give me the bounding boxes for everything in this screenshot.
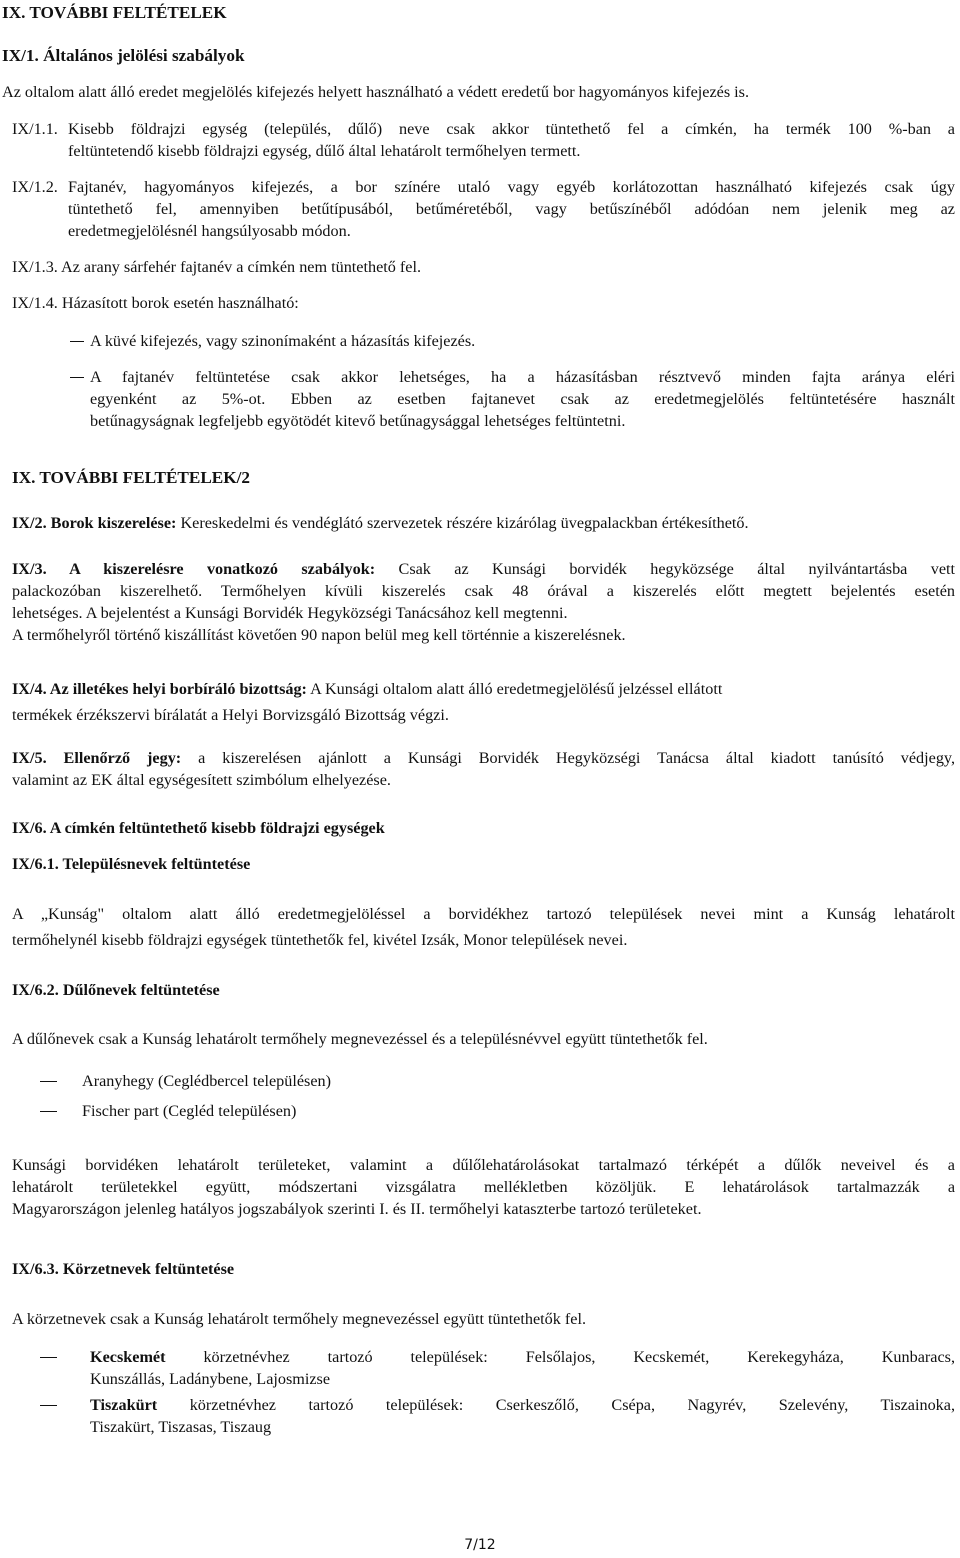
dash-bullet: [40, 1405, 57, 1406]
ix6-1-line2: termőhelynél kisebb földrajzi egységek tüntethetők fel, kivétel Izsák, Monor települések nevei.: [12, 931, 628, 949]
kecskemet-line2: Kunszállás, Ladánybene, Lajosmizse: [90, 1370, 331, 1388]
ix2-label: IX/2. Borok kiszerelése:: [12, 514, 177, 532]
dash-bullet: [40, 1111, 57, 1112]
tiszakurt-line1: [90, 1394, 955, 1416]
ix4-line2: termékek érzékszervi bírálatát a Helyi Borvizsgáló Bizottság végzi.: [12, 706, 449, 724]
kecskemet-name: Kecskemét: [90, 1348, 166, 1366]
section-title-ix-2: IX. TOVÁBBI FELTÉTELEK/2: [12, 468, 251, 487]
section-title-ix: IX. TOVÁBBI FELTÉTELEK: [2, 3, 227, 22]
dash-bullet: [70, 341, 84, 342]
ix6-2-item1: Aranyhegy (Ceglédbercel településen): [82, 1072, 331, 1090]
ix1-4-bullet2-line2: egyenként az 5%-ot. Ebben az esetben fajtanevet csak az eredetmegjelölés feltüntetésére használt: [90, 390, 955, 408]
ix6-2-para-line1: Kunsági borvidéken lehatárolt területeket, valamint a dűlőlehatárolásokat tartalmazó térképét a dűlők neveivel és a: [12, 1156, 955, 1174]
ix6-3-text: A körzetnevek csak a Kunság lehatárolt termőhely megnevezéssel együtt tüntethetők fel.: [12, 1310, 586, 1328]
ix1-1-number: IX/1.1.: [12, 120, 58, 138]
ix3-label: IX/3. A kiszerelésre vonatkozó szabályok:: [12, 560, 376, 578]
ix2-text: Kereskedelmi és vendéglátó szervezetek részére kizárólag üvegpalackban értékesíthető.: [180, 514, 749, 532]
dash-bullet: [40, 1357, 57, 1358]
ix6-1-line1: A „Kunság" oltalom alatt álló eredetmegjelöléssel a borvidékhez tartozó települések nevei mint a Kunság lehatárolt: [12, 905, 955, 923]
tiszakurt-line2: Tiszakürt, Tiszasas, Tiszaug: [90, 1418, 272, 1436]
ix6-2-para-line2: lehatárolt területekkel együtt, módszertani vizsgálatra mellékletben közöljük. E lehatárolások tartalmazzák a: [12, 1178, 955, 1196]
ix3-line4: A termőhelyről történő kiszállítást követően 90 napon belül meg kell történnie a kiszerelésnek.: [12, 626, 626, 644]
kecskemet-line1: [90, 1346, 955, 1368]
ix5-label: IX/5. Ellenőrző jegy:: [12, 749, 182, 767]
ix3-line1-text: Csak az Kunsági borvidék hegyközsége által nyilvántartásba vett: [398, 560, 955, 578]
ix5-line2: valamint az EK által egységesített szimbólum elhelyezése.: [12, 771, 391, 789]
dash-bullet: [70, 377, 84, 378]
ix1-2-line2: tüntethető fel, amennyiben betűtípusából, betűméretéből, vagy betűszínéből adódóan nem jelenik meg az: [68, 200, 955, 218]
tiszakurt-name: Tiszakürt: [90, 1396, 158, 1414]
section-title-ix1: IX/1. Általános jelölési szabályok: [2, 46, 245, 65]
tiszakurt-line1-text: körzetnévhez tartozó települések: Cserkeszőlő, Csépa, Nagyrév, Szelevény, Tiszainoka,: [189, 1396, 956, 1414]
ix6-2-title: IX/6.2. Dűlőnevek feltüntetése: [12, 981, 220, 999]
ix4-line1-text: A Kunsági oltalom alatt álló eredetmegjelölésű jelzéssel ellátott: [310, 680, 723, 698]
ix3-line1: [12, 558, 955, 580]
ix6-1-title: IX/6.1. Településnevek feltüntetése: [12, 855, 251, 873]
ix3-line3: lehetséges. A bejelentést a Kunsági Borvidék Hegyközségi Tanácsához kell megtenni.: [12, 604, 568, 622]
ix6-2-text: A dűlőnevek csak a Kunság lehatárolt termőhely megnevezéssel és a településnévvel együtt tüntethetők fel.: [12, 1030, 708, 1048]
ix2-paragraph: [12, 512, 749, 534]
ix6-2-item2: Fischer part (Cegléd településen): [82, 1102, 297, 1120]
ix6-2-para-line3: Magyarországon jelenleg hatályos jogszabályok szerinti I. és II. termőhelyi kataszterbe tartozó területeket.: [12, 1200, 702, 1218]
ix1-intro: Az oltalom alatt álló eredet megjelölés kifejezés helyett használható a védett eredetű bor hagyományos kifejezés is.: [2, 83, 750, 101]
kecskemet-line1-text: körzetnévhez tartozó települések: Felsőlajos, Kecskemét, Kerekegyháza, Kunbaracs,: [203, 1348, 956, 1366]
ix5-line1: [12, 747, 955, 769]
ix1-4-bullet1: A küvé kifejezés, vagy szinonímaként a házasítás kifejezés.: [90, 332, 476, 350]
page-number: 7/12: [464, 1537, 496, 1553]
ix1-2-line1: Fajtanév, hagyományos kifejezés, a bor színére utaló vagy egyéb korlátozottan használható kifejezés csak úgy: [68, 178, 955, 196]
ix4-line1: [12, 678, 722, 700]
ix6-title: IX/6. A címkén feltüntethető kisebb földrajzi egységek: [12, 819, 385, 837]
ix3-line2: palackozóban kiszerelhető. Termőhelyen kívüli kiszerelés csak 48 órával a kiszerelés előtt megtett bejelentés esetén: [12, 582, 955, 600]
ix1-4: IX/1.4. Házasított borok esetén használható:: [12, 294, 299, 312]
ix1-1-line2: feltüntetendő kisebb földrajzi egység, dűlő által lehatárolt termőhelyen termett.: [68, 142, 581, 160]
ix1-1-line1: Kisebb földrajzi egység (település, dűlő) neve csak akkor tüntethető fel a címkén, ha termék 100 %-ban a: [68, 120, 955, 138]
ix1-2-line3: eredetmegjelölésnél hangsúlyosabb módon.: [68, 222, 351, 240]
ix1-4-bullet2-line1: A fajtanév feltüntetése csak akkor lehetséges, ha a házasításban résztvevő minden fajta aránya eléri: [90, 368, 955, 386]
ix5-line1-text: a kiszerelésen ajánlott a Kunsági Borvidék Hegyközségi Tanácsa által kiadott tanúsító védjegy,: [198, 749, 955, 767]
ix1-4-bullet2-line3: betűnagyságnak legfeljebb egyötödét kitevő betűnagysággal lehetséges feltüntetni.: [90, 412, 626, 430]
ix4-label: IX/4. Az illetékes helyi borbíráló bizottság:: [12, 680, 307, 698]
dash-bullet: [40, 1081, 57, 1082]
ix1-2-number: IX/1.2.: [12, 178, 58, 196]
ix1-3: IX/1.3. Az arany sárfehér fajtanév a címkén nem tüntethető fel.: [12, 258, 422, 276]
ix6-3-title: IX/6.3. Körzetnevek feltüntetése: [12, 1260, 235, 1278]
